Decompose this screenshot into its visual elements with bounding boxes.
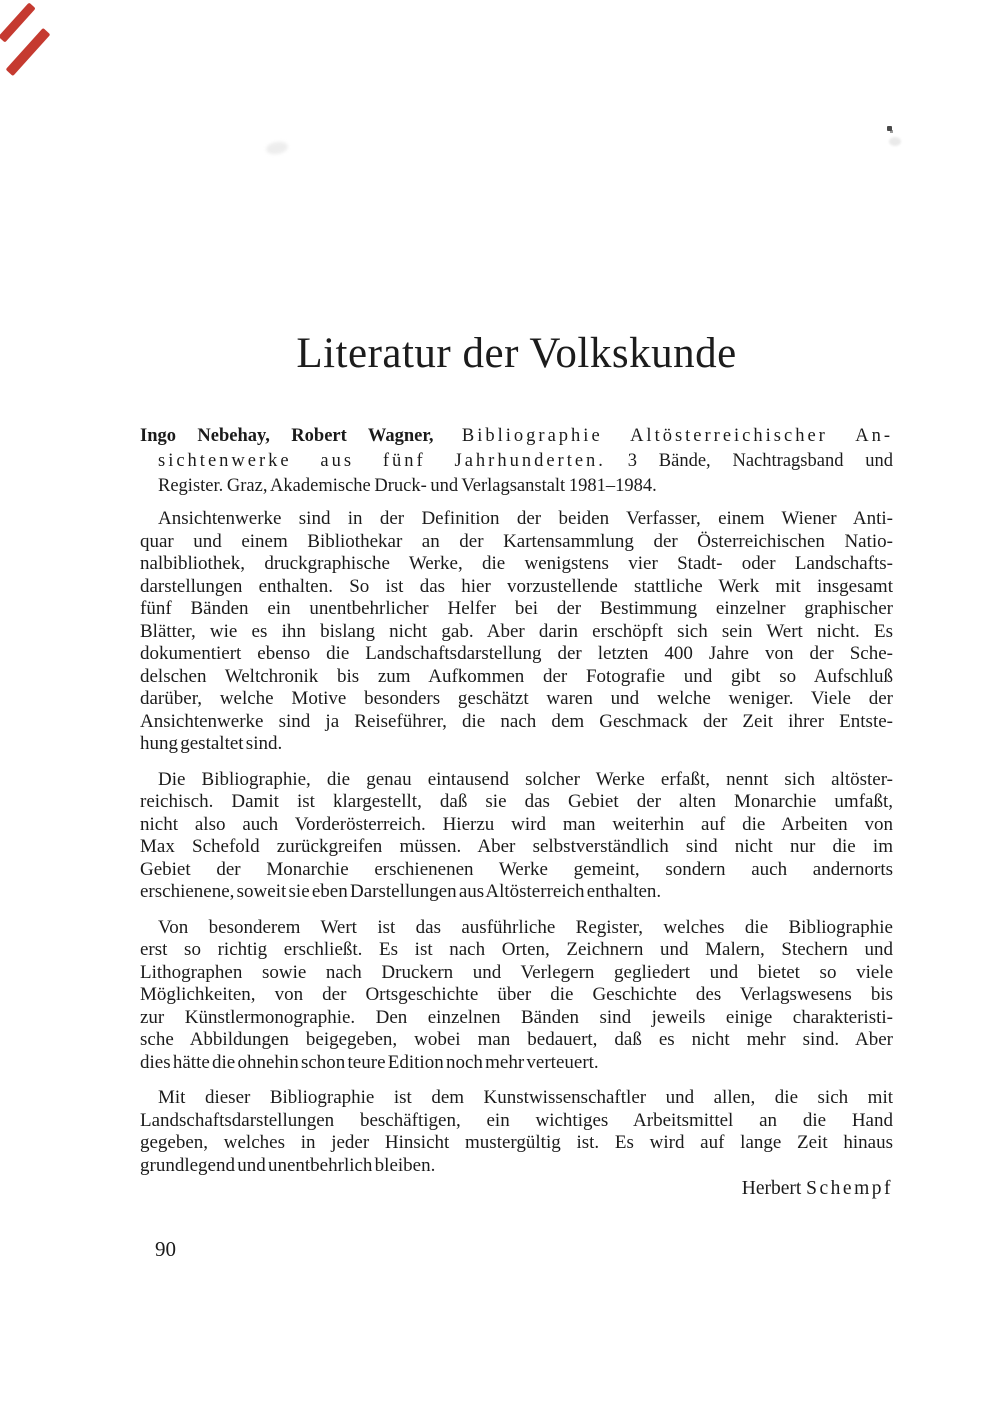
scan-speck-faint bbox=[889, 137, 901, 146]
text-line: darüber, welche Motive besonders geschätzt waren und welche weniger. Viele der bbox=[140, 688, 893, 709]
bibliography-segment-normal: Register. Graz, Akademische Druck- und Verlagsanstalt 1981–1984. bbox=[158, 476, 657, 496]
page-title: Literatur der Volkskunde bbox=[296, 330, 737, 377]
bibliography-segment-spaced: sichtenwerke aus fünf Jahrhunderten. bbox=[158, 451, 606, 471]
scan-smudge bbox=[265, 140, 289, 156]
reviewer-last-name: Schempf bbox=[806, 1178, 893, 1199]
page-number: 90 bbox=[155, 1237, 176, 1261]
text-line: Die Bibliographie, die genau eintausend solcher Werke erfaßt, nennt sich altöster- bbox=[158, 768, 893, 790]
text-line: Ansichtenwerke sind ja Reiseführer, die nach dem Geschmack der Zeit ihrer Entste- bbox=[140, 710, 893, 732]
text-line: Ansichtenwerke sind in der Definition der beiden Verfasser, einem Wiener Anti- bbox=[158, 508, 893, 529]
bibliography-line bbox=[140, 449, 893, 474]
text-line: darstellungen enthalten. So ist das hier vorzustellende stattliche Werk mit insgesamt bbox=[140, 575, 893, 597]
text-line: Von besonderem Wert ist das ausführliche Register, welches die Bibliographie bbox=[158, 916, 893, 938]
text-line: nalbibliothek, druckgraphische Werke, die wenigstens vier Stadt- oder Landschafts- bbox=[140, 553, 893, 574]
text-line: hung gestaltet sind. bbox=[140, 733, 283, 754]
bibliography-segment-bold: Ingo Nebehay, Robert Wagner, bbox=[140, 426, 434, 446]
bibliography-segment-normal: 3 Bände, Nachtragsband und bbox=[605, 451, 893, 471]
text-line: Max Schefold zurückgreifen müssen. Aber selbstverständlich sind nicht nur die im bbox=[140, 836, 893, 857]
text-line: Gebiet der Monarchie erschienenen Werke gemeint, sondern auch andernorts bbox=[140, 858, 893, 880]
text-line: Blätter, wie es ihn bislang nicht gab. Aber darin erschöpft sich sein Wert nicht. Es bbox=[140, 620, 893, 642]
text-line: delschen Weltchronik bis zum Aufkommen der Fotografie und gibt so Aufschluß bbox=[140, 665, 893, 687]
paragraph bbox=[140, 769, 893, 904]
review-body bbox=[140, 508, 893, 1190]
text-line: Landschaftsdarstellungen beschäftigen, ein wichtiges Arbeitsmittel an die Hand bbox=[140, 1109, 893, 1131]
paragraph bbox=[140, 1087, 893, 1177]
text-line: zur Künstlermonographie. Den einzelnen Bänden sind jeweils einige charakteristi- bbox=[140, 1006, 893, 1028]
bibliography-line bbox=[140, 424, 893, 449]
paragraph bbox=[140, 917, 893, 1075]
text-line: gegeben, welches in jeder Hinsicht mustergültig ist. Es wird auf lange Zeit hinaus bbox=[140, 1132, 893, 1153]
text-line: Möglichkeiten, von der Ortsgeschichte über die Geschichte des Verlagswesens bis bbox=[140, 984, 893, 1005]
text-line: nicht also auch Vorderösterreich. Hierzu wird man weiterhin auf die Arbeiten von bbox=[140, 813, 893, 835]
bibliography-entry bbox=[140, 424, 893, 499]
scan-speck bbox=[887, 126, 892, 131]
text-line: dies hätte die ohnehin schon teure Edition noch mehr verteuert. bbox=[140, 1051, 599, 1073]
text-line: sche Abbildungen beigegeben, wobei man bedauert, daß es nicht mehr sind. Aber bbox=[140, 1029, 893, 1050]
text-line: quar und einem Bibliothekar an der Kartensammlung der Österreichischen Natio- bbox=[140, 530, 893, 552]
reviewer-first-name: Herbert bbox=[741, 1178, 802, 1199]
text-line: reichisch. Damit ist klargestellt, daß sie das Gebiet der alten Monarchie umfaßt, bbox=[140, 791, 893, 812]
text-line: Mit dieser Bibliographie ist dem Kunstwissenschaftler und allen, die sich mit bbox=[158, 1087, 893, 1108]
red-pen-mark bbox=[6, 28, 51, 76]
red-pen-mark bbox=[0, 2, 36, 42]
bibliography-line bbox=[140, 474, 893, 499]
reviewer-signature bbox=[140, 1177, 893, 1200]
paragraph bbox=[140, 508, 893, 756]
text-line: erschienene, soweit sie eben Darstellungen aus Altösterreich enthalten. bbox=[140, 881, 662, 902]
text-line: dokumentiert ebenso die Landschaftsdarstellung der letzten 400 Jahre von der Sche- bbox=[140, 643, 893, 664]
text-line: Lithographen sowie nach Druckern und Verlegern gegliedert und bietet so viele bbox=[140, 961, 893, 983]
bibliography-segment-spaced: Bibliographie Altösterreichischer An- bbox=[433, 426, 893, 446]
text-line: fünf Bänden ein unentbehrlicher Helfer bei der Bestimmung einzelner graphischer bbox=[140, 598, 893, 619]
text-line: grundlegend und unentbehrlich bleiben. bbox=[140, 1154, 436, 1176]
text-line: erst so richtig erschließt. Es ist nach Orten, Zeichnern und Malern, Stechern und bbox=[140, 939, 893, 960]
